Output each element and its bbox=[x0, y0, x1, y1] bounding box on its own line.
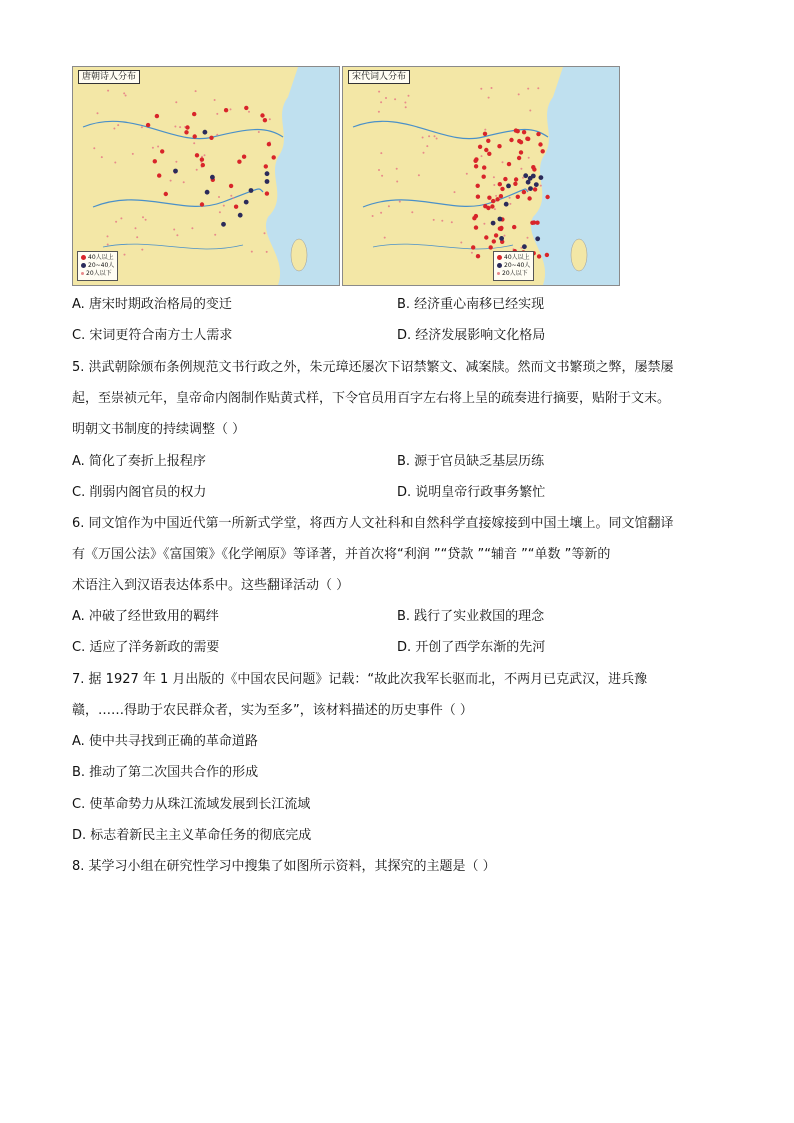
minor-dot bbox=[124, 254, 126, 256]
q7-stem-line: 7. 据 1927 年 1 月出版的《中国农民问题》记载：“故此次我军长驱而北，不两月已克武汉，进兵豫 bbox=[72, 672, 648, 687]
major-dot bbox=[487, 152, 491, 156]
q4-option-d[interactable]: D. 经济发展影响文化格局 bbox=[397, 328, 546, 343]
minor-dot bbox=[115, 221, 117, 223]
minor-dot bbox=[378, 169, 380, 171]
minor-dot bbox=[196, 169, 198, 171]
map-figure bbox=[72, 66, 620, 284]
minor-dot bbox=[454, 191, 456, 193]
minor-dot bbox=[107, 235, 109, 237]
minor-dot bbox=[494, 208, 496, 210]
major-dot bbox=[533, 187, 537, 191]
minor-dot bbox=[195, 90, 197, 92]
major-dot bbox=[509, 138, 513, 142]
minor-dot bbox=[396, 181, 398, 183]
major-dot bbox=[474, 225, 478, 229]
major-dot bbox=[538, 142, 542, 146]
q7-stem-line: 赣，……得助于农民群众者，实为至多”，该材料描述的历史事件（ ） bbox=[72, 703, 473, 718]
major-dot bbox=[474, 164, 478, 168]
major-dot bbox=[503, 177, 507, 181]
minor-dot bbox=[422, 137, 424, 139]
major-dot bbox=[474, 214, 478, 218]
song-map-drawing bbox=[343, 67, 619, 285]
major-dot bbox=[201, 163, 205, 167]
major-dot bbox=[260, 113, 264, 117]
major-dot bbox=[482, 165, 486, 169]
legend-item: 40人以上 bbox=[88, 254, 114, 261]
major-dot bbox=[244, 106, 248, 110]
minor-dot bbox=[399, 201, 401, 203]
minor-dot bbox=[193, 142, 195, 144]
mid-dot bbox=[244, 200, 249, 205]
minor-dot bbox=[125, 95, 127, 97]
minor-dot bbox=[426, 145, 428, 147]
major-dot bbox=[514, 177, 518, 181]
q4-option-a[interactable]: A. 唐宋时期政治格局的变迁 bbox=[72, 297, 232, 312]
taiwan-island bbox=[291, 239, 307, 271]
mid-dot bbox=[498, 217, 503, 222]
major-dot bbox=[497, 144, 501, 148]
minor-dot bbox=[107, 90, 109, 92]
minor-dot bbox=[491, 87, 493, 89]
major-dot bbox=[489, 245, 493, 249]
major-dot bbox=[192, 112, 196, 116]
q6-option-c[interactable]: C. 适应了洋务新政的需要 bbox=[72, 640, 220, 655]
major-dot bbox=[200, 202, 204, 206]
legend-item: 20人以下 bbox=[86, 270, 112, 277]
minor-dot bbox=[230, 108, 232, 110]
mid-dot bbox=[238, 213, 243, 218]
major-dot bbox=[146, 123, 150, 127]
q5-stem-line: 明朝文书制度的持续调整（ ） bbox=[72, 422, 246, 437]
major-dot bbox=[491, 199, 495, 203]
q5-option-c[interactable]: C. 削弱内阁官员的权力 bbox=[72, 485, 207, 500]
minor-dot bbox=[183, 181, 185, 183]
minor-dot bbox=[266, 251, 268, 253]
minor-dot bbox=[223, 205, 225, 207]
major-dot bbox=[164, 192, 168, 196]
minor-dot bbox=[540, 185, 542, 187]
major-dot bbox=[519, 150, 523, 154]
minor-dot bbox=[509, 197, 511, 199]
tang-map-title: 唐朝诗人分布 bbox=[78, 70, 140, 84]
major-dot bbox=[541, 149, 545, 153]
minor-dot bbox=[528, 157, 530, 159]
major-dot bbox=[478, 145, 482, 149]
q7-option-c[interactable]: C. 使革命势力从珠江流域发展到长江流域 bbox=[72, 797, 311, 812]
minor-dot bbox=[493, 176, 495, 178]
major-dot bbox=[209, 136, 213, 140]
minor-dot bbox=[434, 135, 436, 137]
major-dot bbox=[487, 196, 491, 200]
minor-dot bbox=[113, 128, 115, 130]
major-dot bbox=[532, 167, 536, 171]
major-dot bbox=[484, 235, 488, 239]
mid-dot bbox=[221, 222, 226, 227]
minor-dot bbox=[488, 97, 490, 99]
major-dot bbox=[514, 128, 518, 132]
minor-dot bbox=[381, 175, 383, 177]
major-dot bbox=[507, 162, 511, 166]
major-dot bbox=[267, 142, 271, 146]
minor-dot bbox=[175, 101, 177, 103]
minor-dot bbox=[93, 147, 95, 149]
minor-dot bbox=[141, 126, 143, 128]
minor-dot bbox=[428, 135, 430, 137]
minor-dot bbox=[123, 92, 125, 94]
major-dot bbox=[495, 197, 499, 201]
major-dot bbox=[160, 149, 164, 153]
minor-dot bbox=[170, 180, 172, 182]
major-dot bbox=[476, 184, 480, 188]
q6-option-d[interactable]: D. 开创了西学东渐的先河 bbox=[397, 640, 546, 655]
major-dot bbox=[545, 253, 549, 257]
minor-dot bbox=[441, 220, 443, 222]
minor-dot bbox=[97, 112, 99, 114]
mid-dot bbox=[504, 202, 509, 207]
minor-dot bbox=[509, 203, 511, 205]
major-dot bbox=[195, 153, 199, 157]
minor-dot bbox=[248, 111, 250, 113]
mid-dot bbox=[210, 175, 215, 180]
minor-dot bbox=[480, 88, 482, 90]
minor-dot bbox=[179, 126, 181, 128]
minor-dot bbox=[230, 195, 232, 197]
minor-dot bbox=[493, 184, 495, 186]
mid-dot bbox=[265, 171, 270, 176]
major-dot bbox=[476, 195, 480, 199]
minor-dot bbox=[527, 237, 529, 239]
mid-dot bbox=[499, 236, 504, 241]
major-dot bbox=[536, 132, 540, 136]
minor-dot bbox=[408, 95, 410, 97]
q5-option-d[interactable]: D. 说明皇帝行政事务繁忙 bbox=[397, 485, 546, 500]
mid-dot bbox=[506, 184, 511, 189]
major-dot bbox=[224, 108, 228, 112]
legend-item: 40人以上 bbox=[504, 254, 530, 261]
q6-stem-line: 6. 同文馆作为中国近代第一所新式学堂，将西方人文社科和自然科学直接嫁接到中国土壤上。同文馆翻译 bbox=[72, 516, 674, 531]
major-dot bbox=[498, 226, 502, 230]
minor-dot bbox=[214, 234, 216, 236]
minor-dot bbox=[175, 161, 177, 163]
major-dot bbox=[476, 254, 480, 258]
major-dot bbox=[242, 155, 246, 159]
q7-option-a[interactable]: A. 使中共寻找到正确的革命道路 bbox=[72, 734, 258, 749]
minor-dot bbox=[502, 161, 504, 163]
major-dot bbox=[482, 175, 486, 179]
mid-dot bbox=[522, 244, 527, 249]
minor-dot bbox=[157, 146, 159, 148]
minor-dot bbox=[481, 155, 483, 157]
mid-dot bbox=[249, 188, 254, 193]
mid-dot bbox=[535, 236, 540, 241]
minor-dot bbox=[520, 168, 522, 170]
tang-map-legend bbox=[77, 251, 118, 281]
minor-dot bbox=[433, 219, 435, 221]
q5-option-b[interactable]: B. 源于官员缺乏基层历练 bbox=[397, 454, 545, 469]
minor-dot bbox=[537, 87, 539, 89]
minor-dot bbox=[529, 110, 531, 112]
major-dot bbox=[527, 196, 531, 200]
major-dot bbox=[522, 190, 526, 194]
major-dot bbox=[473, 159, 477, 163]
q5-stem-line: 5. 洪武朝除颁布条例规范文书行政之外，朱元璋还屡次下诏禁繁文、减案牍。然而文书繁琐之弊，屡禁屡 bbox=[72, 360, 674, 375]
major-dot bbox=[471, 245, 475, 249]
minor-dot bbox=[384, 237, 386, 239]
song-map-title: 宋代词人分布 bbox=[348, 70, 410, 84]
q6-stem-line: 有《万国公法》《富国策》《化学阐原》等译著，并首次将“利润 ”“贷款 ”“辅音 ”“单数 ”等新的 bbox=[72, 547, 611, 562]
major-dot bbox=[264, 164, 268, 168]
minor-dot bbox=[176, 234, 178, 236]
minor-dot bbox=[258, 131, 260, 133]
minor-dot bbox=[405, 106, 407, 108]
major-dot bbox=[153, 159, 157, 163]
tang-poets-map bbox=[72, 66, 340, 286]
mid-dot bbox=[203, 130, 208, 135]
major-dot bbox=[498, 182, 502, 186]
q4-option-b[interactable]: B. 经济重心南移已经实现 bbox=[397, 297, 545, 312]
minor-dot bbox=[191, 227, 193, 229]
q4-option-c[interactable]: C. 宋词更符合南方士人需求 bbox=[72, 328, 233, 343]
minor-dot bbox=[471, 252, 473, 254]
major-dot bbox=[492, 239, 496, 243]
minor-dot bbox=[141, 249, 143, 251]
song-map-legend bbox=[493, 251, 534, 281]
minor-dot bbox=[372, 215, 374, 217]
major-dot bbox=[545, 195, 549, 199]
song-lyricists-map bbox=[342, 66, 620, 286]
major-dot bbox=[494, 233, 498, 237]
minor-dot bbox=[423, 152, 425, 154]
mid-dot bbox=[173, 169, 178, 174]
mid-dot bbox=[539, 175, 544, 180]
minor-dot bbox=[380, 152, 382, 154]
mid-dot bbox=[534, 182, 539, 187]
major-dot bbox=[229, 184, 233, 188]
minor-dot bbox=[436, 138, 438, 140]
minor-dot bbox=[385, 97, 387, 99]
minor-dot bbox=[135, 227, 137, 229]
major-dot bbox=[157, 173, 161, 177]
minor-dot bbox=[380, 101, 382, 103]
legend-item: 20~40人 bbox=[88, 262, 115, 269]
major-dot bbox=[526, 137, 530, 141]
major-dot bbox=[537, 254, 541, 258]
minor-dot bbox=[460, 242, 462, 244]
minor-dot bbox=[114, 162, 116, 164]
minor-dot bbox=[378, 111, 380, 113]
taiwan-island bbox=[571, 239, 587, 271]
minor-dot bbox=[269, 118, 271, 120]
mid-dot bbox=[265, 179, 270, 184]
mid-dot bbox=[528, 176, 533, 181]
q5-option-a[interactable]: A. 简化了奏折上报程序 bbox=[72, 454, 206, 469]
q6-option-b[interactable]: B. 践行了实业救国的理念 bbox=[397, 609, 545, 624]
major-dot bbox=[516, 195, 520, 199]
mid-dot bbox=[523, 173, 528, 178]
q7-option-b[interactable]: B. 推动了第二次国共合作的形成 bbox=[72, 765, 259, 780]
minor-dot bbox=[120, 217, 122, 219]
major-dot bbox=[200, 157, 204, 161]
major-dot bbox=[184, 130, 188, 134]
major-dot bbox=[193, 134, 197, 138]
major-dot bbox=[490, 204, 494, 208]
minor-dot bbox=[136, 236, 138, 238]
major-dot bbox=[513, 182, 517, 186]
minor-dot bbox=[251, 251, 253, 253]
legend-item: 20~40人 bbox=[504, 262, 531, 269]
minor-dot bbox=[411, 211, 413, 213]
major-dot bbox=[530, 221, 534, 225]
minor-dot bbox=[378, 91, 380, 93]
minor-dot bbox=[107, 244, 109, 246]
major-dot bbox=[484, 148, 488, 152]
major-dot bbox=[272, 155, 276, 159]
minor-dot bbox=[218, 196, 220, 198]
major-dot bbox=[483, 204, 487, 208]
minor-dot bbox=[117, 124, 119, 126]
minor-dot bbox=[404, 102, 406, 104]
major-dot bbox=[499, 194, 503, 198]
q6-stem-line: 术语注入到汉语表达体系中。这些翻译活动（ ） bbox=[72, 578, 350, 593]
minor-dot bbox=[264, 232, 266, 234]
major-dot bbox=[500, 187, 504, 191]
minor-dot bbox=[388, 205, 390, 207]
minor-dot bbox=[214, 99, 216, 101]
major-dot bbox=[517, 156, 521, 160]
minor-dot bbox=[527, 88, 529, 90]
major-dot bbox=[265, 191, 269, 195]
minor-dot bbox=[522, 177, 524, 179]
minor-dot bbox=[396, 168, 398, 170]
major-dot bbox=[237, 160, 241, 164]
legend-item: 20人以下 bbox=[502, 270, 528, 277]
q7-option-d[interactable]: D. 标志着新民主主义革命任务的彻底完成 bbox=[72, 828, 312, 843]
major-dot bbox=[185, 125, 189, 129]
major-dot bbox=[519, 140, 523, 144]
minor-dot bbox=[484, 129, 486, 131]
q8-stem-line: 8. 某学习小组在研究性学习中搜集了如图所示资料，其探究的主题是（ ） bbox=[72, 859, 496, 874]
minor-dot bbox=[142, 216, 144, 218]
minor-dot bbox=[504, 235, 506, 237]
minor-dot bbox=[394, 98, 396, 100]
minor-dot bbox=[101, 156, 103, 158]
major-dot bbox=[535, 221, 539, 225]
major-dot bbox=[263, 118, 267, 122]
minor-dot bbox=[145, 219, 147, 221]
minor-dot bbox=[495, 195, 497, 197]
minor-dot bbox=[216, 113, 218, 115]
q5-stem-line: 起，至崇祯元年，皇帝命内阁制作贴黄式样，下令官员用百字左右将上呈的疏奏进行摘要，贴附于文末。 bbox=[72, 391, 671, 406]
minor-dot bbox=[418, 174, 420, 176]
minor-dot bbox=[219, 211, 221, 213]
minor-dot bbox=[483, 223, 485, 225]
major-dot bbox=[155, 114, 159, 118]
minor-dot bbox=[216, 134, 218, 136]
major-dot bbox=[522, 130, 526, 134]
minor-dot bbox=[466, 173, 468, 175]
mid-dot bbox=[528, 186, 533, 191]
minor-dot bbox=[174, 126, 176, 128]
minor-dot bbox=[380, 212, 382, 214]
minor-dot bbox=[518, 93, 520, 95]
q6-option-a[interactable]: A. 冲破了经世致用的羁绊 bbox=[72, 609, 219, 624]
major-dot bbox=[234, 205, 238, 209]
minor-dot bbox=[132, 153, 134, 155]
major-dot bbox=[486, 139, 490, 143]
major-dot bbox=[483, 132, 487, 136]
minor-dot bbox=[232, 197, 234, 199]
minor-dot bbox=[451, 221, 453, 223]
minor-dot bbox=[152, 147, 154, 149]
major-dot bbox=[512, 225, 516, 229]
minor-dot bbox=[204, 154, 206, 156]
mid-dot bbox=[205, 190, 210, 195]
minor-dot bbox=[173, 229, 175, 231]
mid-dot bbox=[491, 221, 496, 226]
